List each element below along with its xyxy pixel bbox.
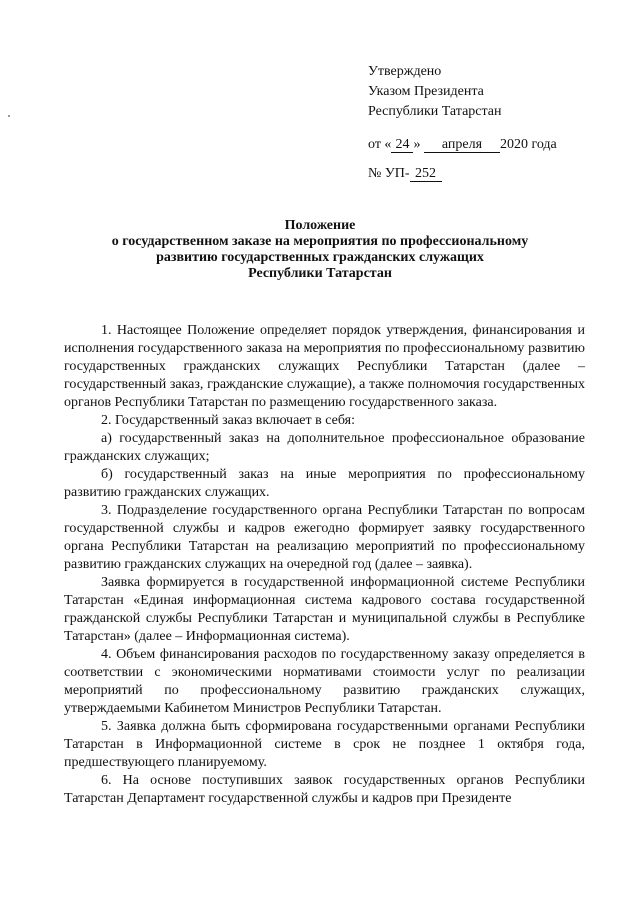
date-prefix: от « [368,137,392,152]
date-mid: » [413,137,421,152]
document-body [64,322,585,808]
paragraph-4: 4. Объем финансирования расходов по государственному заказу определяется в соответствии с экономическими нормативами стоимости услуг по реализации мероприятий по профессиональному развитию гражданских служащих, утверждаемыми Кабинетом Министров Республики Татарстан. [64,647,585,716]
approval-number [368,164,608,184]
paragraph-5: 5. Заявка должна быть сформирована государственными органами Республики Татарстан в Информационной системе в срок не позднее 1 октября года, предшествующего планируемому. [64,719,585,770]
paragraph-3: 3. Подразделение государственного органа Республики Татарстан по вопросам государственной службы и кадров ежегодно формирует заявку государственного органа Республики Татарстан на реализацию мероприятий по профессиональному развитию гражданских служащих на очередной год (далее – заявка). [64,503,585,572]
date-month: апреля [424,137,500,153]
approval-block [368,62,608,184]
title-line-4: Республики Татарстан [248,266,392,281]
scan-speck [8,115,10,117]
document-title [60,218,580,282]
date-day: 24 [391,137,413,153]
number-prefix: № УП- [368,166,410,181]
title-line-1: Положение [284,218,356,233]
approval-line-1: Утверждено [368,64,442,79]
date-year: 2020 года [499,137,557,152]
approval-line-2: Указом Президента [368,84,484,99]
paragraph-2: 2. Государственный заказ включает в себя: [101,413,355,428]
paragraph-2a: а) государственный заказ на дополнительное профессиональное образование гражданских служащих; [64,431,585,464]
paragraph-6: 6. На основе поступивших заявок государственных органов Республики Татарстан Департамент государственной службы и кадров при Президенте [64,773,585,806]
approval-date [368,135,608,155]
approval-line-3: Республики Татарстан [368,104,502,119]
number-value: 252 [410,166,442,182]
title-line-2: о государственном заказе на мероприятия по профессиональному [111,234,529,249]
paragraph-3-continued: Заявка формируется в государственной информационной системе Республики Татарстан «Единая информационная система кадрового состава государственной гражданской службы Республики Татарстан и муниципальной службы в Республике Татарстан» (далее – Информационная система). [64,575,585,644]
paragraph-1: 1. Настоящее Положение определяет порядок утверждения, финансирования и исполнения государственного заказа на мероприятия по профессиональному развитию государственных гражданских служащих Республики Татарстан (далее – государственный заказ, гражданские служащие), а также полномочия государственных органов Республики Татарстан по размещению государственного заказа. [64,323,585,410]
title-line-3: развитию государственных гражданских служащих [156,250,484,265]
paragraph-2b: б) государственный заказ на иные мероприятия по профессиональному развитию гражданских служащих. [64,467,585,500]
